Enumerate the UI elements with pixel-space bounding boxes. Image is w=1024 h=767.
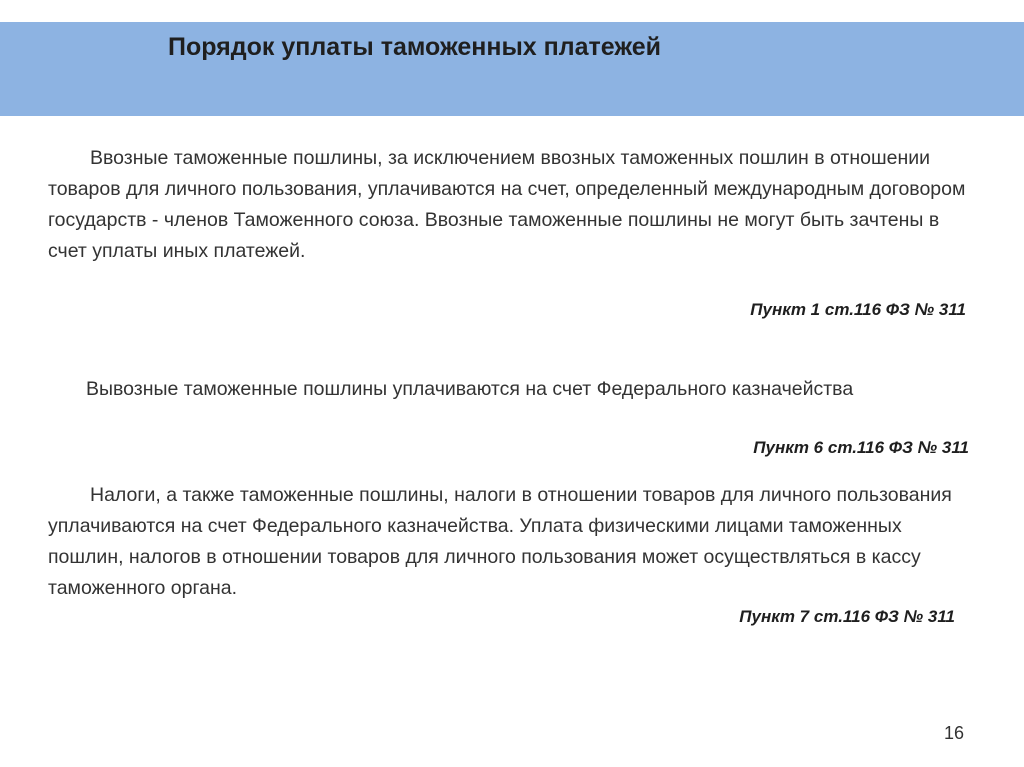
paragraph-text: Вывозные таможенные пошлины уплачиваются на счет Федерального казначейства bbox=[86, 378, 854, 400]
paragraph-import-duties bbox=[48, 143, 978, 267]
paragraph-taxes bbox=[48, 480, 978, 604]
reference-citation: Пункт 7 ст.116 ФЗ № 311 bbox=[739, 607, 955, 626]
paragraph-text: Налоги, а также таможенные пошлины, налоги в отношении товаров для личного пользования уплачиваются на счет Федерального казначейства. Уплата физическими лицами таможенных пошлин, налогов в отношении товаров для личного пользования может осуществляться в кассу таможенного органа. bbox=[48, 484, 952, 599]
paragraph-text: Ввозные таможенные пошлины, за исключением ввозных таможенных пошлин в отношении товаров для личного пользования, уплачиваются на счет, определенный международным договором государств - членов Таможенного союза. Ввозные таможенные пошлины не могут быть зачтены в счет уплаты иных платежей. bbox=[48, 147, 966, 262]
reference-citation: Пункт 6 ст.116 ФЗ № 311 bbox=[753, 438, 969, 457]
page-number: 16 bbox=[943, 723, 964, 743]
paragraph-export-duties bbox=[48, 374, 978, 405]
slide-title: Порядок уплаты таможенных платежей bbox=[168, 33, 662, 61]
reference-citation: Пункт 1 ст.116 ФЗ № 311 bbox=[750, 300, 966, 319]
